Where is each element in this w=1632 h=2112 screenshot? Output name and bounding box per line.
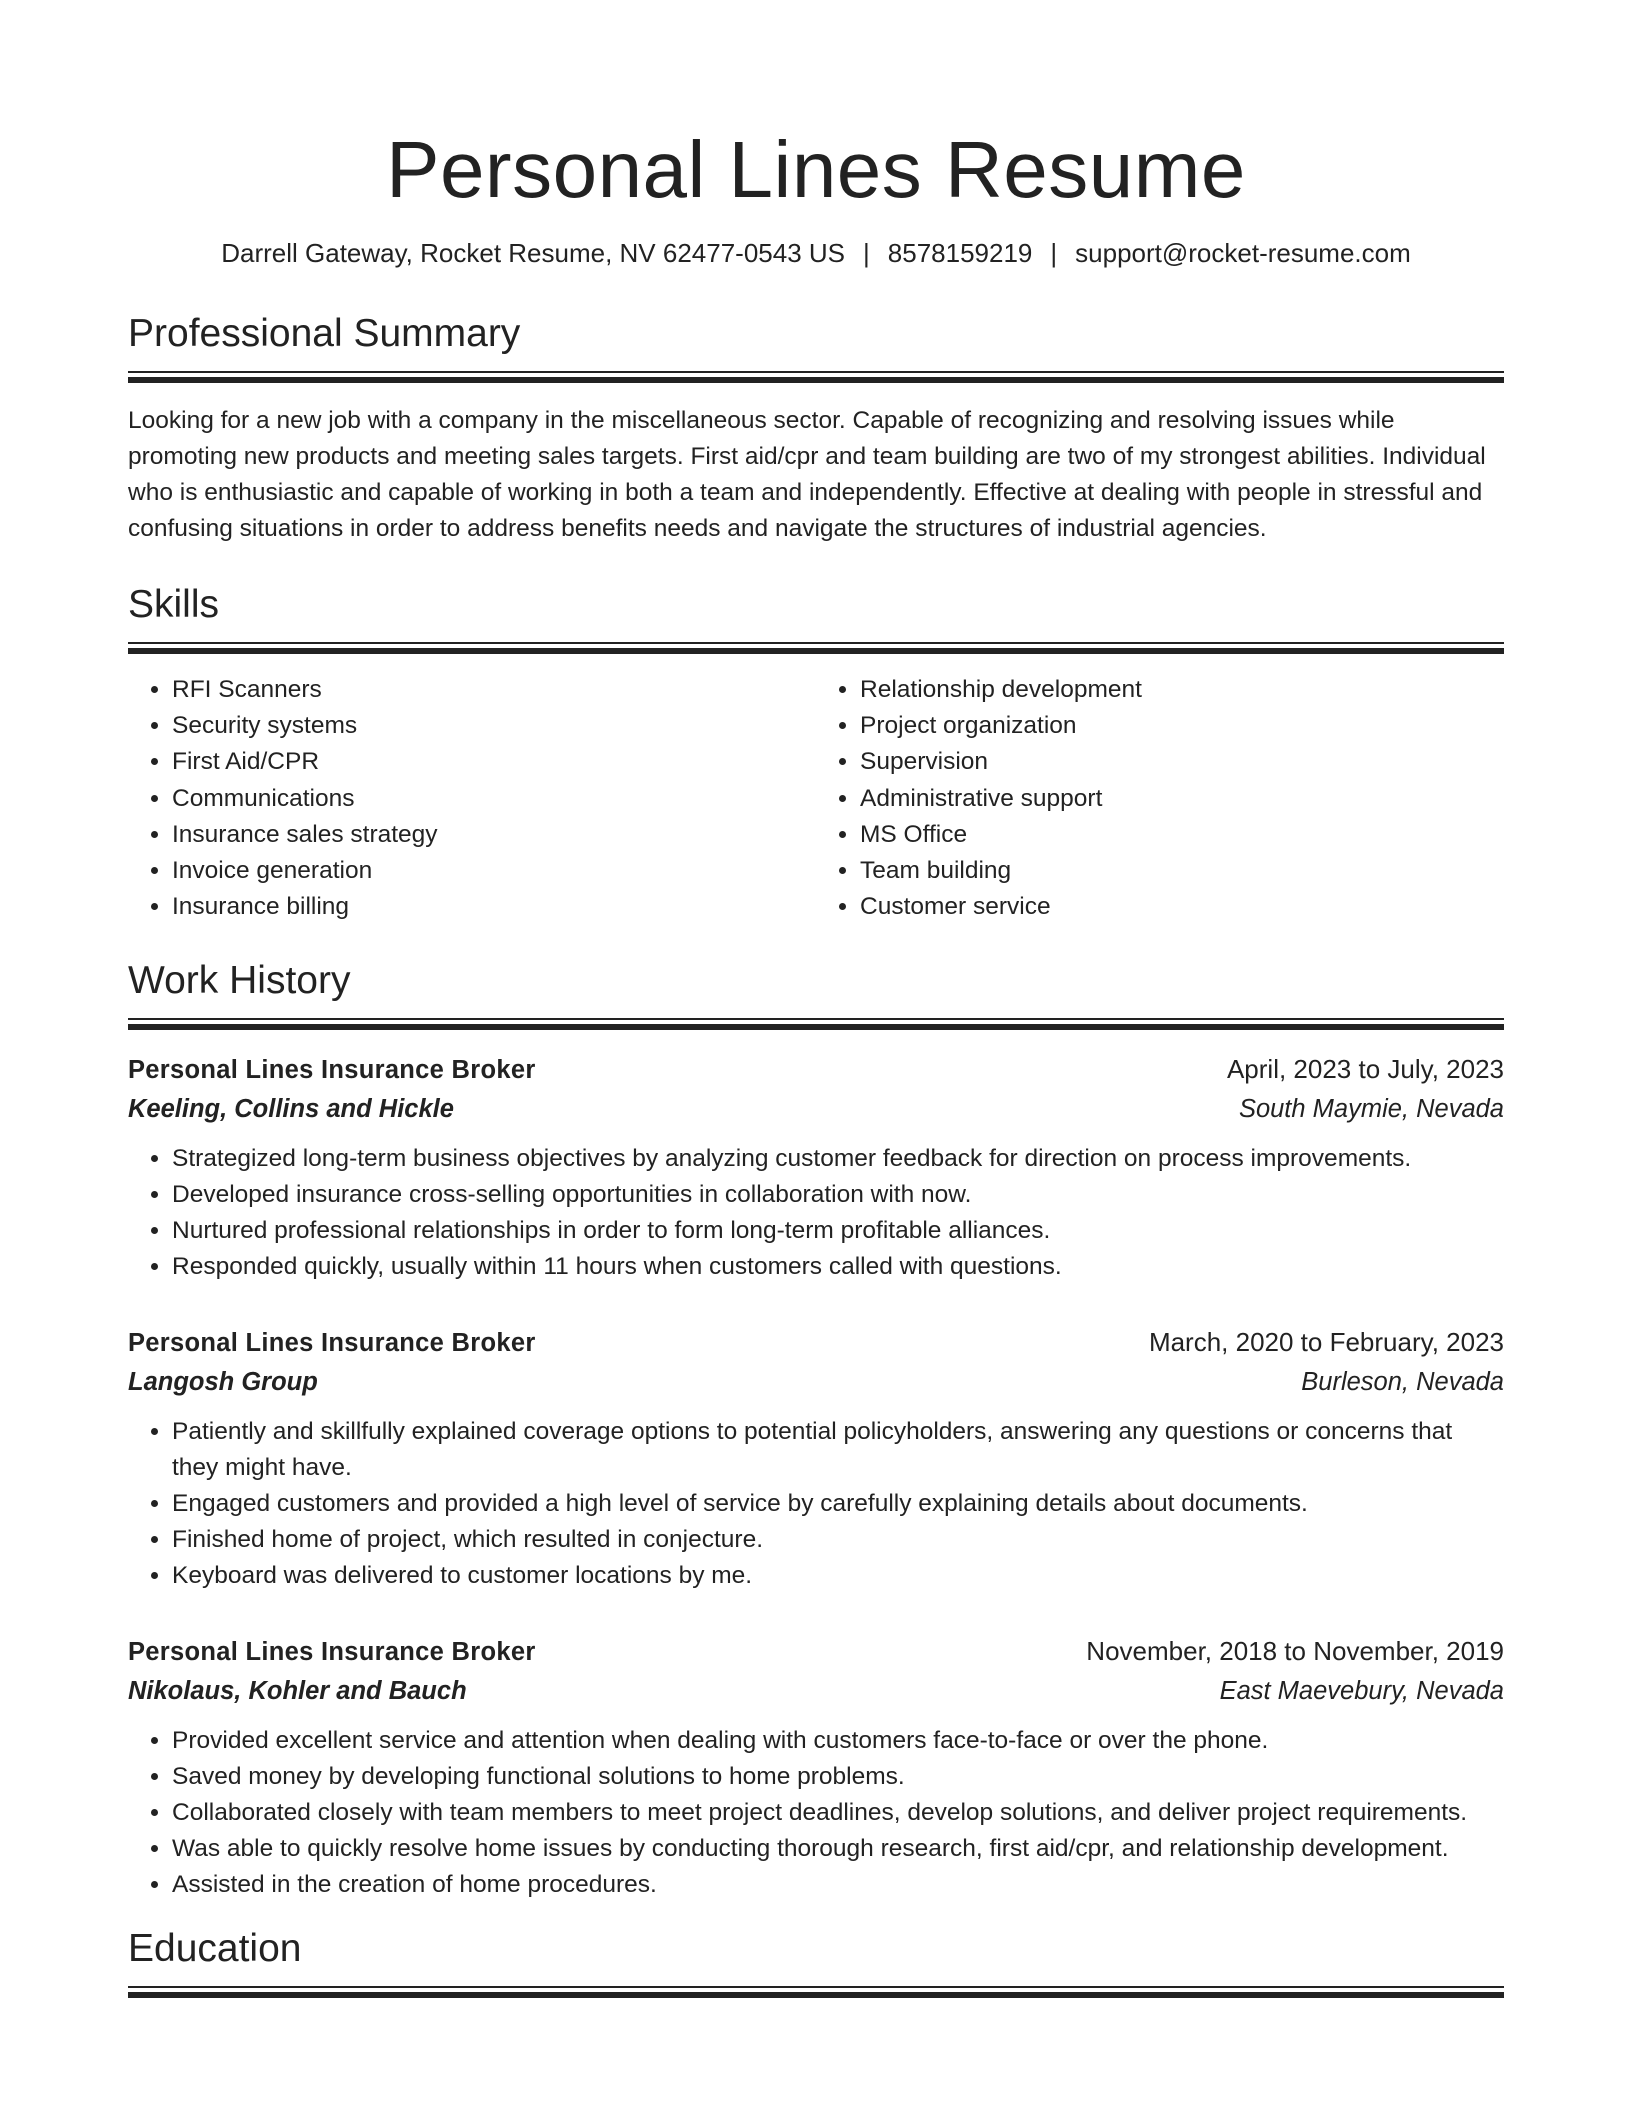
section-divider: [128, 642, 1504, 654]
skill-item: • Supervision: [860, 744, 1504, 780]
job-bullets: [128, 1414, 1504, 1594]
job-subheader: [128, 1671, 1504, 1711]
education-section: [128, 1925, 1504, 1998]
summary-text: Looking for a new job with a company in the miscellaneous sector. Capable of recognizing and resolving issues while promoting new products and meeting sales targets. First aid/cpr and team building are two of my strongest abilities. Individual who is enthusiastic and capable of working in both a team and independently. Effective at dealing with people in stressful and confusing situations in order to address benefits needs and navigate the structures of industrial agencies.: [128, 407, 1486, 542]
job-bullet: • Strategized long-term business objectives by analyzing customer feedback for direction on process improvements.: [172, 1141, 1504, 1177]
contact-separator: |: [863, 238, 870, 268]
skill-item: • Relationship development: [860, 672, 1504, 708]
section-divider: [128, 1018, 1504, 1030]
job-bullet: • Saved money by developing functional solutions to home problems.: [172, 1759, 1504, 1795]
job-title: Personal Lines Insurance Broker: [128, 1638, 536, 1667]
skill-item: • Administrative support: [860, 781, 1504, 817]
job-title: Personal Lines Insurance Broker: [128, 1056, 536, 1085]
job-bullets: [128, 1141, 1504, 1285]
job-entry: [128, 1050, 1504, 1285]
job-location: South Maymie, Nevada: [1238, 1095, 1504, 1124]
job-header: [128, 1632, 1504, 1671]
skill-item: • Team building: [860, 853, 1504, 889]
job-bullet: • Nurtured professional relationships in order to form long-term profitable alliances.: [172, 1213, 1504, 1249]
skills-section: [128, 581, 1504, 925]
job-dates: March, 2020 to February, 2023: [1148, 1327, 1504, 1358]
contact-email[interactable]: support@rocket-resume.com: [1075, 238, 1411, 268]
job-bullet: • Was able to quickly resolve home issues by conducting thorough research, first aid/cpr, and relationship development.: [172, 1831, 1504, 1867]
section-heading-education: Education: [128, 1927, 302, 1971]
job-bullet: • Developed insurance cross-selling opportunities in collaboration with now.: [172, 1177, 1504, 1213]
section-heading-summary: Professional Summary: [128, 312, 521, 355]
resume-title: Personal Lines Resume: [386, 125, 1246, 214]
skill-item: • MS Office: [860, 817, 1504, 853]
skill-item: • Project organization: [860, 708, 1504, 744]
contact-address: Darrell Gateway, Rocket Resume, NV 62477-0543 US: [221, 238, 846, 268]
job-company: Langosh Group: [128, 1368, 318, 1397]
job-dates: April, 2023 to July, 2023: [1226, 1054, 1504, 1085]
contact-separator: |: [1050, 238, 1058, 268]
section-divider: [128, 371, 1504, 383]
job-entry: [128, 1632, 1504, 1903]
job-bullet: • Keyboard was delivered to customer locations by me.: [172, 1558, 1504, 1594]
job-location: East Maevebury, Nevada: [1219, 1677, 1504, 1706]
job-title: Personal Lines Insurance Broker: [128, 1329, 536, 1358]
job-entry: [128, 1323, 1504, 1594]
work-history-section: [128, 957, 1504, 1903]
job-company: Keeling, Collins and Hickle: [128, 1095, 454, 1124]
job-location: Burleson, Nevada: [1301, 1368, 1504, 1397]
job-company: Nikolaus, Kohler and Bauch: [128, 1677, 467, 1706]
skills-columns: [128, 672, 1504, 925]
skill-item: • Insurance sales strategy: [172, 817, 816, 853]
section-heading-skills: Skills: [128, 583, 220, 626]
job-subheader: [128, 1362, 1504, 1402]
skill-item: • Communications: [172, 781, 816, 817]
job-bullet: • Engaged customers and provided a high level of service by carefully explaining details about documents.: [172, 1486, 1504, 1522]
skill-item: • RFI Scanners: [172, 672, 816, 708]
section-heading-work: Work History: [128, 959, 351, 1003]
job-subheader: [128, 1089, 1504, 1129]
section-divider: [128, 1986, 1504, 1998]
contact-phone: 8578159219: [887, 238, 1033, 268]
job-bullet: • Finished home of project, which resulted in conjecture.: [172, 1522, 1504, 1558]
skills-list-left: [128, 672, 816, 925]
job-dates: November, 2018 to November, 2019: [1086, 1636, 1504, 1667]
skill-item: • Customer service: [860, 889, 1504, 925]
skills-list-right: [816, 672, 1504, 925]
job-bullet: • Collaborated closely with team members to meet project deadlines, develop solutions, and deliver project requirements.: [172, 1795, 1504, 1831]
job-header: [128, 1323, 1504, 1362]
job-bullets: [128, 1723, 1504, 1903]
job-bullet: • Patiently and skillfully explained coverage options to potential policyholders, answering any questions or concerns that they might have.: [172, 1414, 1504, 1486]
skill-item: • First Aid/CPR: [172, 744, 816, 780]
job-bullet: • Provided excellent service and attention when dealing with customers face-to-face or over the phone.: [172, 1723, 1504, 1759]
professional-summary-section: [128, 310, 1504, 547]
job-bullet: • Assisted in the creation of home procedures.: [172, 1867, 1504, 1903]
skill-item: • Insurance billing: [172, 889, 816, 925]
skill-item: • Security systems: [172, 708, 816, 744]
job-header: [128, 1050, 1504, 1089]
job-bullet: • Responded quickly, usually within 11 hours when customers called with questions.: [172, 1249, 1504, 1285]
skill-item: • Invoice generation: [172, 853, 816, 889]
contact-line: [128, 236, 1504, 270]
